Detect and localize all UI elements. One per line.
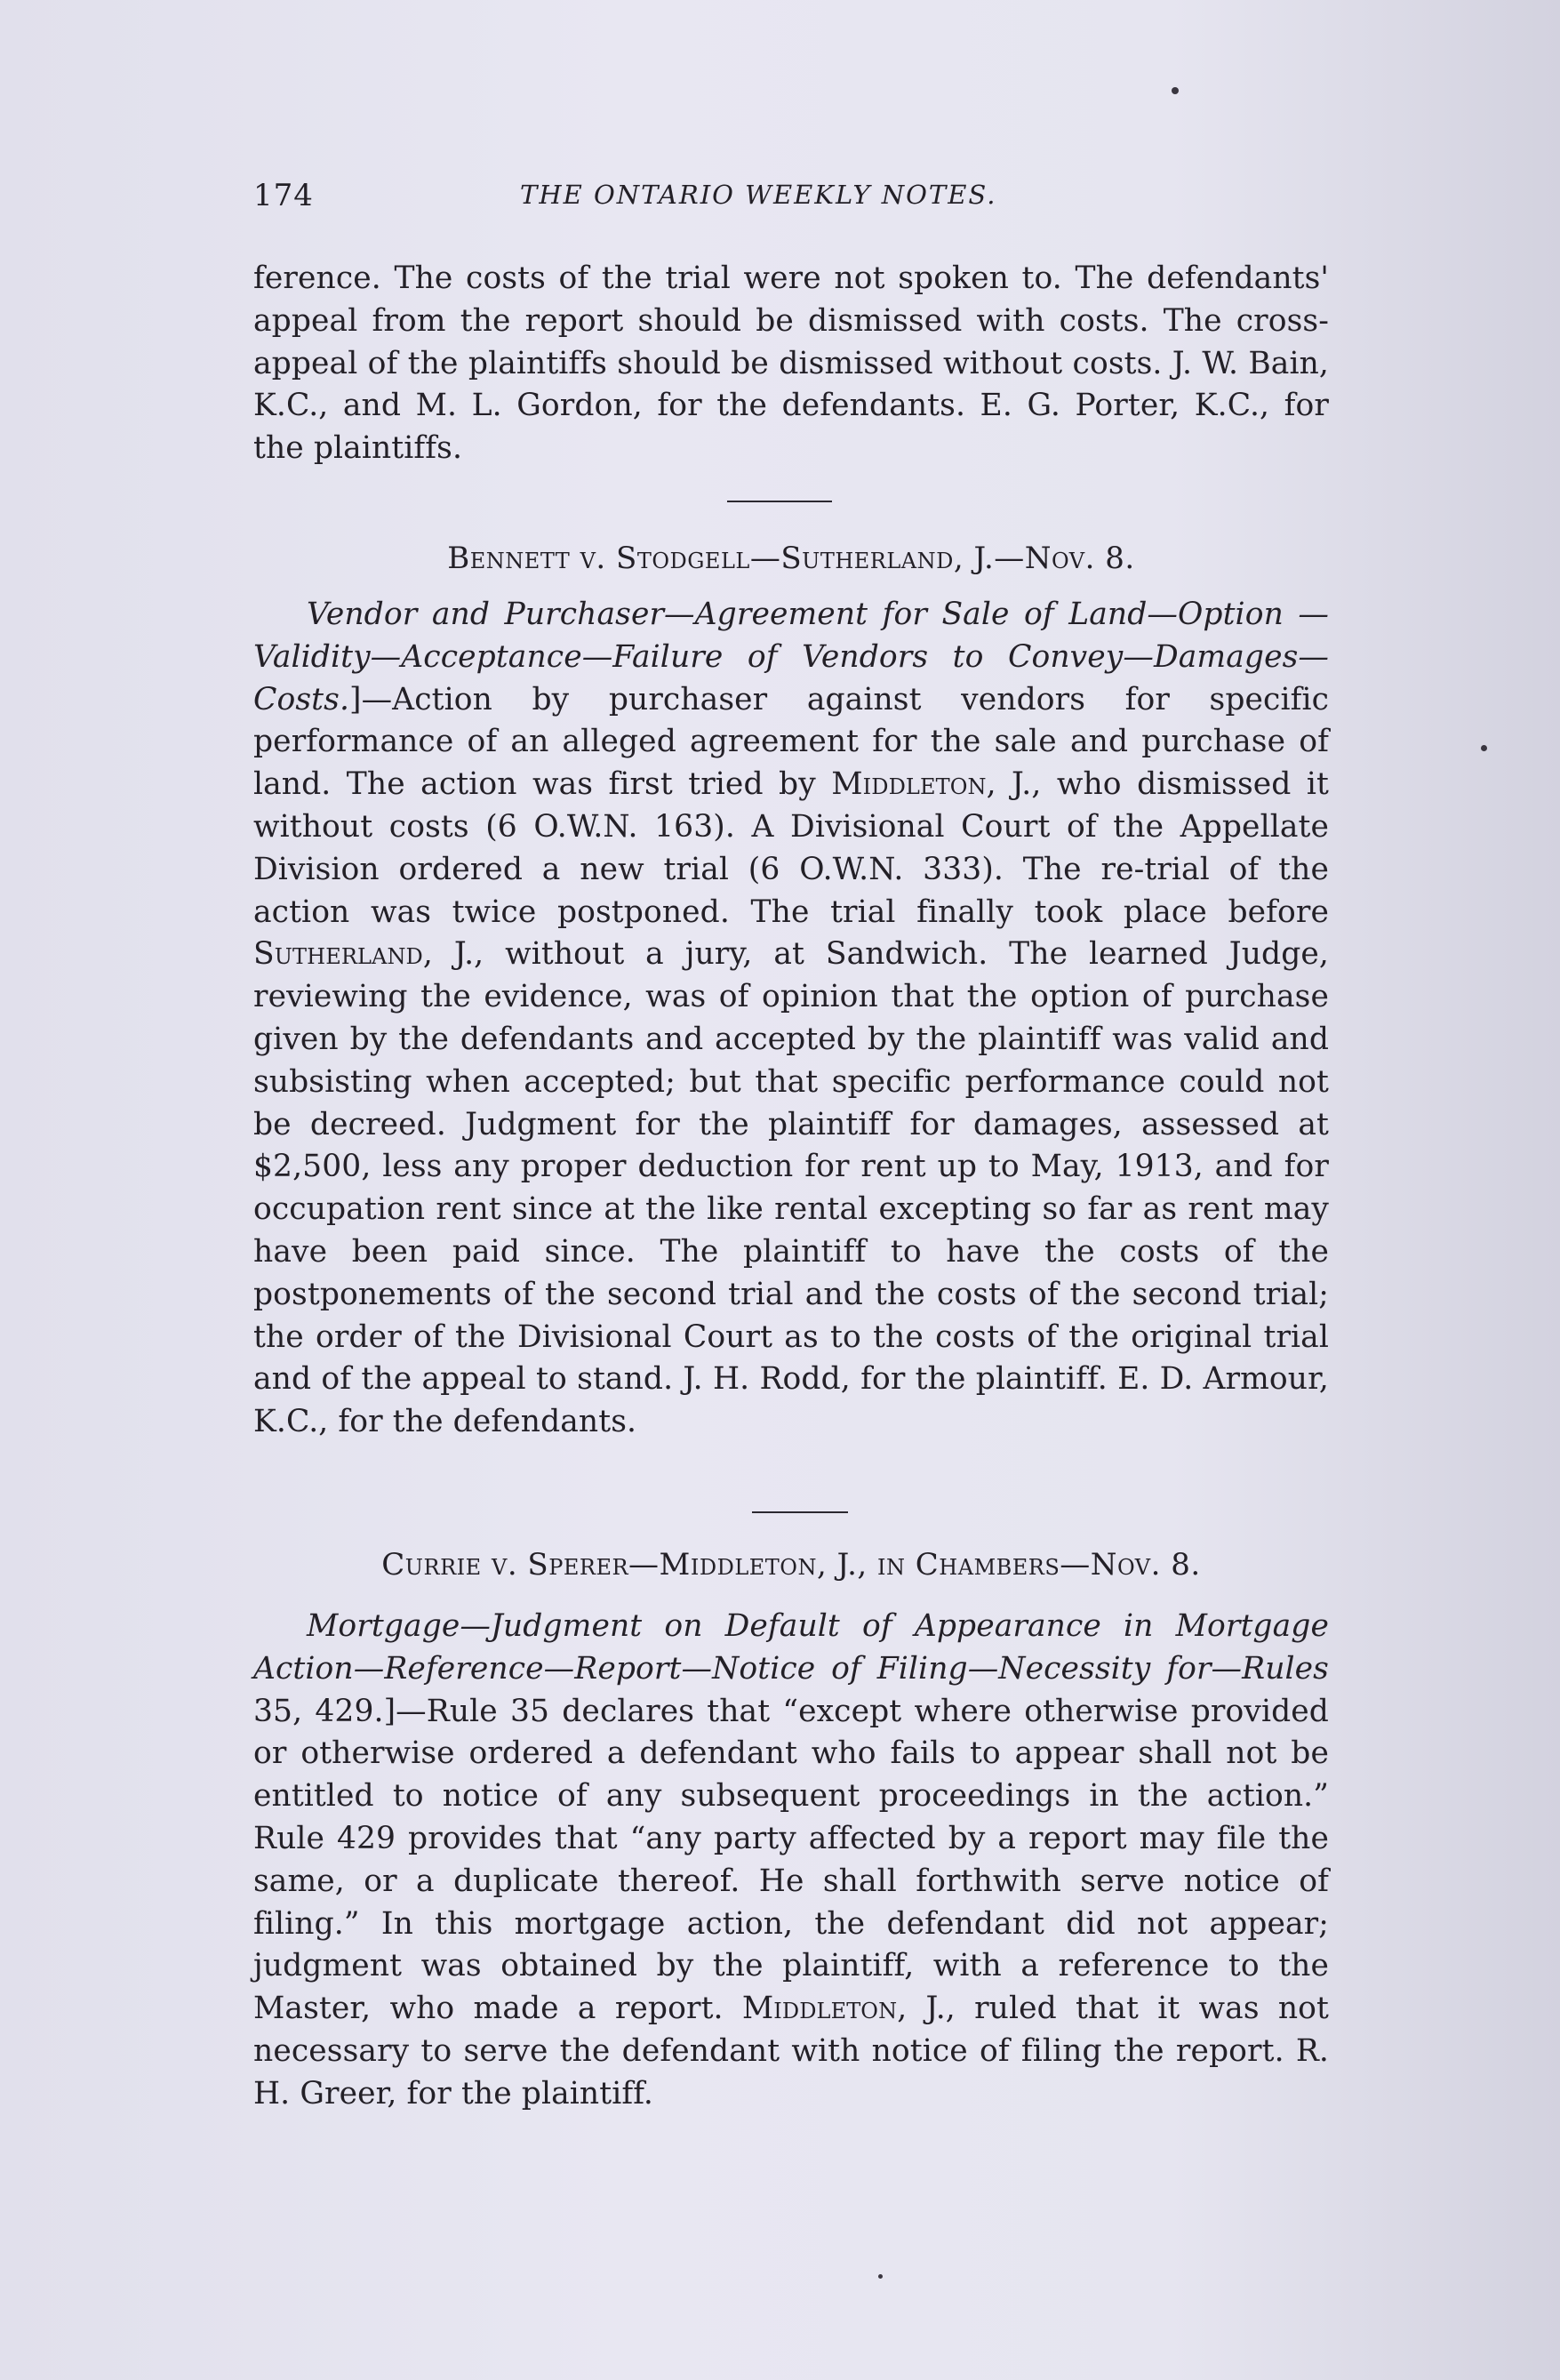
case-heading-currie: Currie v. Sperer—Middleton, J., in Chambers—Nov. 8. bbox=[381, 1547, 1201, 1583]
judge-name: Middleton bbox=[741, 1991, 898, 2027]
continuation-paragraph bbox=[253, 258, 1329, 470]
judge-name: Sutherland bbox=[253, 936, 423, 973]
case-paragraph bbox=[253, 594, 1329, 1444]
rules-reference: 35, 429. bbox=[253, 1693, 384, 1729]
judge-name: Middleton bbox=[831, 766, 987, 803]
case-text-part: , J., ruled that it was not necessary to serve the defendant with notice of filing the report. R. H. Greer, for the plaintiff. bbox=[253, 1991, 1330, 2112]
ink-speck bbox=[1172, 87, 1179, 94]
case-body-currie bbox=[253, 1606, 1329, 2116]
catchwords: Mortgage—Judgment on Default of Appearance in Mortgage Action—Reference—Report—Notice of Filing—Necessity for—Rules bbox=[253, 1608, 1329, 1687]
ink-speck bbox=[878, 2274, 883, 2279]
case-paragraph bbox=[253, 1606, 1329, 2116]
section-divider bbox=[752, 1511, 848, 1513]
case-text-part: , J., without a jury, at Sandwich. The learned Judge, reviewing the evidence, was of opinion that the option of purchase given by the defendants and accepted by the plaintiff was valid and subsisting when accepted; but that specific performance could not be decreed. Judgment for the plaintiff for damages, assessed at $2,500, less any proper deduction for rent up to May, 1913, and for occupation rent since at the like rental excepting so far as rent may have been paid since. The plaintiff to have the costs of the postponements of the second trial and the costs of the second trial; the order of the Divisional Court as to the costs of the original trial and of the appeal to stand. J. H. Rodd, for the plaintiff. E. D. Armour, K.C., for the defendants. bbox=[253, 936, 1329, 1440]
section-divider bbox=[727, 501, 832, 502]
running-head: THE ONTARIO WEEKLY NOTES. bbox=[520, 180, 997, 210]
page-header bbox=[253, 178, 1320, 231]
case-body-bennett bbox=[253, 594, 1329, 1444]
case-text-part: , J., who dismissed it without costs (6 O.W.N. 163). A Divisional Court of the Appellate Division ordered a new trial (6 O.W.N. 333). The re-trial of the action was twice postponed. The trial finally took place before bbox=[253, 766, 1329, 930]
case-text-part: ]—Rule 35 declares that “except where otherwise provided or otherwise ordered a defendant who fails to appear shall not be entitled to notice of any subsequent proceedings in the action.” Rule 429 provides that “any party affected by a report may file the same, or a duplicate thereof. He shall forthwith serve notice of filing.” In this mortgage action, the defendant did not appear; judgment was obtained by the plaintiff, with a reference to the Master, who made a report. bbox=[253, 1693, 1329, 2027]
case-text-part: ]—Action by purchaser against vendors for specific performance of an alleged agreement for the sale and purchase of land. The action was first tried by bbox=[253, 681, 1329, 803]
ink-speck bbox=[1481, 745, 1487, 751]
case-heading-bennett: Bennett v. Stodgell—Sutherland, J.—Nov. 8. bbox=[447, 541, 1135, 576]
continuation-text: ference. The costs of the trial were not spoken to. The defendants' appeal from the report should be dismissed with costs. The cross-appeal of the plaintiffs should be dismissed without costs. J. W. Bain, K.C., and M. L. Gordon, for the defendants. E. G. Porter, K.C., for the plaintiffs. bbox=[253, 260, 1329, 467]
page-number: 174 bbox=[253, 178, 314, 213]
catchwords: Vendor and Purchaser—Agreement for Sale of Land—Option —Validity—Acceptance—Failure of Vendors to Convey—Damages—Costs. bbox=[253, 597, 1329, 717]
